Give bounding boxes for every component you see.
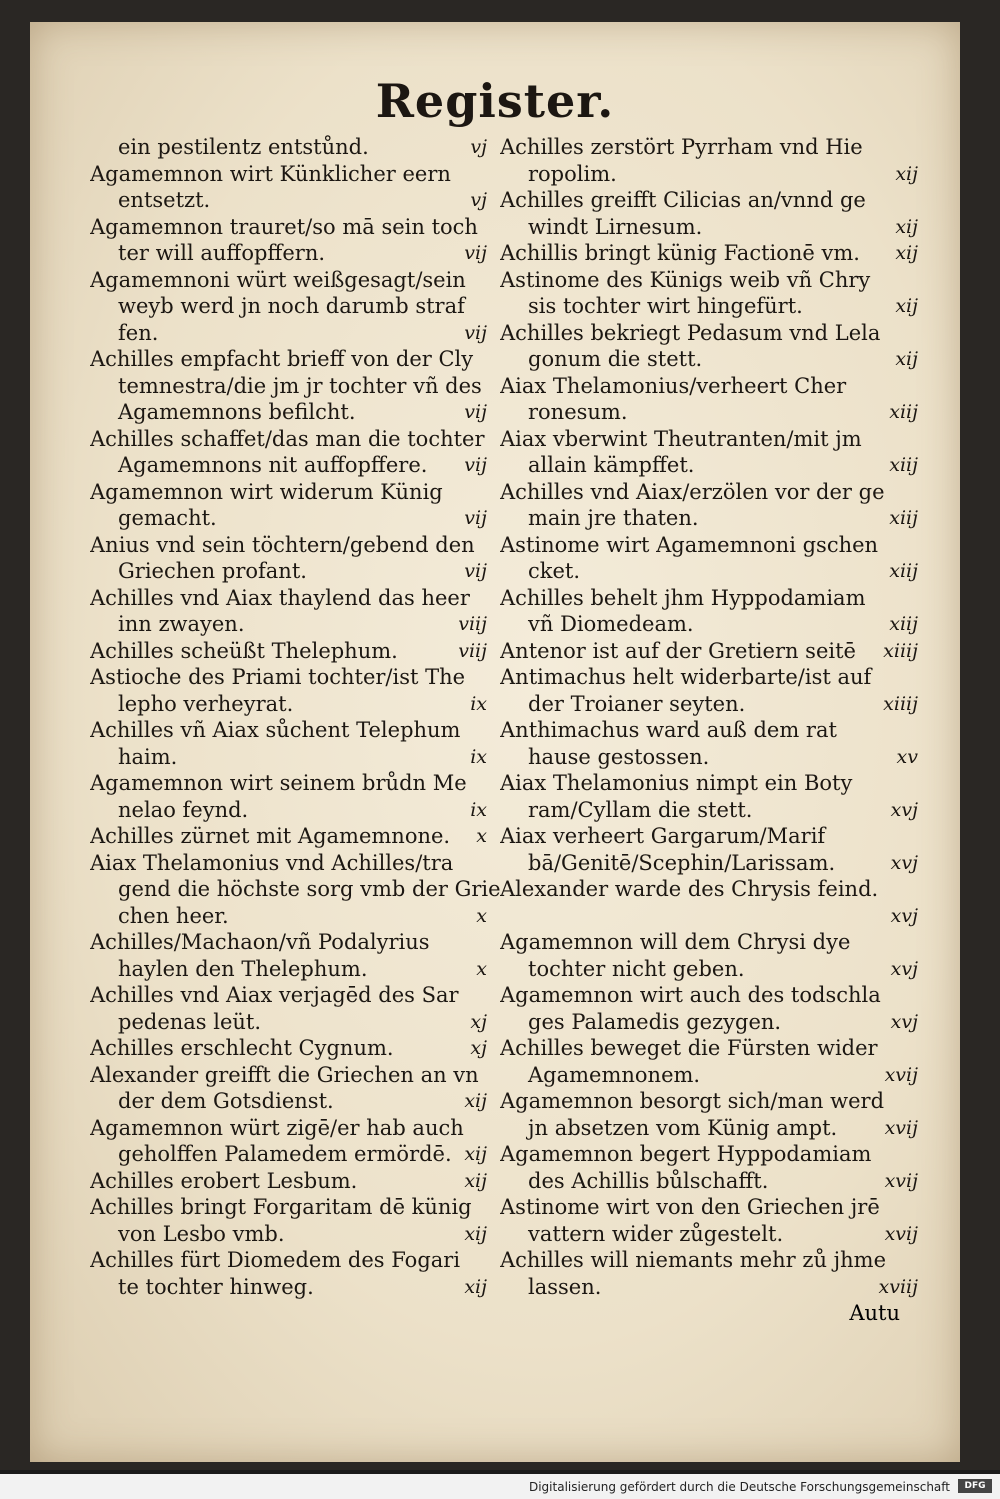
entry-line: Achilles bringt Forgaritam dē künig [90, 1195, 472, 1219]
register-entry [90, 638, 505, 665]
folio-number: xvij [884, 1222, 918, 1245]
folio-number: xvij [884, 1063, 918, 1086]
entry-line: Achilles will niemants mehr zů jhme [500, 1248, 887, 1272]
folio-number: vij [464, 454, 487, 476]
folio-number: vij [464, 507, 487, 529]
folio-number: xiij [889, 560, 918, 582]
entry-line: Achilles scheüßt Thelephum. [90, 638, 398, 663]
entry-line: Agamemnon will dem Chrysi dye [500, 930, 851, 954]
register-entry [90, 134, 505, 161]
entry-line: Agamemnon wirt seinem brůdn Me [90, 771, 467, 795]
entry-line: Achilles fürt Diomedem des Fogari [90, 1248, 461, 1272]
folio-number: vij [464, 560, 487, 582]
entry-line: Agamemnon wirt Künklicher eern [90, 161, 451, 186]
dfg-logo-icon: DFG [958, 1479, 992, 1493]
register-entry [90, 1194, 505, 1247]
register-entry [500, 373, 920, 426]
register-entry [500, 876, 920, 929]
register-entry [500, 1035, 920, 1088]
folio-number: xiij [889, 613, 918, 635]
entry-line: Antimachus helt widerbarte/ist auf [500, 665, 872, 689]
entry-line: sis tochter wirt hingefürt. [528, 294, 803, 318]
entry-line: tochter nicht geben. [528, 956, 745, 981]
register-entry [500, 320, 920, 373]
entry-line: bā/Genitē/Scephin/Larissam. [528, 850, 836, 875]
register-entry [90, 585, 505, 638]
entry-line: Aiax Thelamonius vnd Achilles/tra [90, 850, 454, 875]
register-entry [90, 532, 505, 585]
register-entry [500, 717, 920, 770]
entry-line: pedenas leüt. [118, 1009, 262, 1034]
entry-line: Achilles schaffet/das man die tochter [90, 426, 485, 451]
entry-line: lassen. [528, 1274, 602, 1299]
folio-number: x [476, 825, 487, 847]
register-entry [90, 1062, 505, 1115]
entry-line: vñ Diomedeam. [528, 612, 694, 636]
entry-line: Astinome wirt Agamemnoni gschen [500, 532, 879, 557]
entry-line: weyb werd jn noch darumb straf [118, 294, 465, 318]
register-entry [90, 1247, 505, 1300]
entry-line: Agamemnon wirt auch des todschla [500, 983, 881, 1007]
folio-number: xvij [884, 1116, 918, 1139]
folio-number: xvj [890, 798, 918, 821]
folio-number: xij [464, 1169, 487, 1192]
entry-line: ronesum. [528, 400, 628, 424]
register-entry [90, 346, 505, 426]
folio-number: xv [896, 745, 918, 768]
entry-line: der Troianer seyten. [528, 691, 746, 716]
register-entry [90, 426, 505, 479]
register-entry [90, 1115, 505, 1168]
register-entry [90, 267, 505, 347]
entry-line: Achilles beweget die Fürsten wider [500, 1036, 878, 1060]
folio-number: vij [464, 242, 487, 264]
entry-line: Agamemnons nit auffopffere. [118, 453, 428, 477]
entry-line: jn absetzen vom Künig ampt. [528, 1115, 838, 1140]
register-entry [90, 664, 505, 717]
register-entry [90, 479, 505, 532]
register-entry [500, 479, 920, 532]
folio-number: ix [470, 798, 487, 821]
folio-number: vij [464, 321, 487, 344]
register-entry [500, 1247, 920, 1300]
entry-line: Agamemnon begert Hyppodamiam [500, 1142, 872, 1166]
entry-line: ein pestilentz entstůnd. [118, 135, 369, 159]
entry-line: haim. [118, 744, 178, 769]
entry-line: Aiax verheert Gargarum/Marif [500, 824, 826, 848]
folio-number: xij [895, 215, 918, 238]
entry-line: Anthimachus ward auß dem rat [500, 718, 837, 742]
folio-number: xvj [890, 1010, 918, 1033]
entry-line: gemacht. [118, 506, 217, 530]
entry-line: gonum die stett. [528, 347, 703, 371]
register-entry [500, 267, 920, 320]
entry-line: Achilles empfacht brieff von der Cly [90, 347, 474, 371]
register-entry [500, 1141, 920, 1194]
folio-number: viij [458, 613, 487, 635]
page-title: Register. [375, 74, 615, 128]
entry-line: vattern wider zůgestelt. [528, 1221, 784, 1246]
register-entry [90, 214, 505, 267]
folio-number: xviij [878, 1275, 918, 1298]
folio-number: xij [895, 242, 918, 264]
entry-line: Agamemnonem. [528, 1062, 701, 1087]
entry-line: Agamemnoni würt weißgesagt/sein [90, 267, 466, 292]
folio-number: x [476, 957, 487, 980]
book-page [30, 22, 960, 1462]
entry-line: Achilles greifft Cilicias an/vnnd ge [500, 188, 866, 212]
register-entry [500, 532, 920, 585]
folio-number: xij [895, 295, 918, 317]
entry-line: Achilles vnd Aiax thaylend das heer [90, 585, 470, 610]
folio-number: xij [464, 1222, 487, 1245]
folio-number: xij [895, 348, 918, 370]
entry-line: gend die höchste sorg vmb der Grie [118, 877, 501, 901]
entry-line: hause gestossen. [528, 744, 710, 769]
folio-number: ix [470, 692, 487, 715]
register-entry [500, 134, 920, 187]
entry-line: Achilles vñ Aiax sůchent Telephum [90, 718, 461, 742]
entry-line: Anius vnd sein töchtern/gebend den [90, 532, 475, 557]
folio-number: xvj [890, 957, 918, 980]
entry-line: Aiax Thelamonius/verheert Cher [500, 373, 847, 398]
entry-line: Achilles erobert Lesbum. [90, 1168, 358, 1193]
entry-line: Achillis bringt künig Factionē vm. [500, 241, 860, 265]
register-entry [90, 770, 505, 823]
register-entry [500, 638, 920, 665]
folio-number: xiij [889, 507, 918, 529]
folio-number: xij [464, 1090, 487, 1112]
folio-number: x [476, 904, 487, 927]
entry-line: windt Lirnesum. [528, 214, 703, 239]
entry-line: Antenor ist auf der Gretiern seitē [500, 638, 856, 663]
register-entry [90, 1168, 505, 1195]
entry-line: Astinome des Künigs weib vñ Chry [500, 267, 871, 292]
register-column-right [500, 134, 920, 1327]
entry-line: des Achillis bůlschafft. [528, 1168, 769, 1193]
entry-line: nelao feynd. [118, 797, 249, 822]
entry-line: Agamemnon trauret/so mā sein toch [90, 214, 478, 239]
entry-line: Astinome wirt von den Griechen jrē [500, 1195, 880, 1219]
entry-line: Achilles vnd Aiax/erzölen vor der ge [500, 479, 885, 504]
folio-number: xij [464, 1275, 487, 1298]
register-entry [90, 929, 505, 982]
folio-number: xiiij [883, 692, 918, 715]
register-entry [500, 1088, 920, 1141]
entry-line: temnestra/die jm jr tochter vñ des [118, 373, 482, 398]
entry-line: Griechen profant. [118, 559, 307, 583]
entry-line: chen heer. [118, 903, 229, 928]
folio-number: xvij [884, 1169, 918, 1192]
entry-line: ropolim. [528, 161, 617, 186]
entry-line: inn zwayen. [118, 612, 245, 636]
entry-line: main jre thaten. [528, 506, 699, 530]
register-entry [500, 187, 920, 240]
folio-number: xij [464, 1143, 487, 1165]
entry-line: Agamemnon wirt widerum Künig [90, 479, 443, 504]
entry-line: Achilles erschlecht Cygnum. [90, 1036, 394, 1060]
entry-line: Achilles zerstört Pyrrham vnd Hie [500, 135, 863, 159]
folio-number: vij [464, 401, 487, 423]
folio-number: vj [470, 136, 487, 158]
entry-line [500, 903, 920, 930]
register-column-left [90, 134, 505, 1300]
entry-line: von Lesbo vmb. [118, 1221, 285, 1246]
folio-number: xvj [890, 851, 918, 874]
entry-line: Achilles/Machaon/vñ Podalyrius [90, 930, 430, 954]
register-entry [500, 929, 920, 982]
entry-line: haylen den Thelephum. [118, 956, 368, 981]
entry-line: Achilles bekriegt Pedasum vnd Lela [500, 320, 881, 345]
register-entry [500, 585, 920, 638]
entry-line: geholffen Palamedem ermördē. [118, 1142, 452, 1166]
funding-notice: Digitalisierung gefördert durch die Deutsche Forschungsgemeinschaft [528, 1480, 950, 1494]
register-entry [500, 823, 920, 876]
register-entry [90, 717, 505, 770]
folio-number: xij [895, 162, 918, 185]
entry-line: Alexander greifft die Griechen an vn [90, 1062, 479, 1087]
register-entry [500, 664, 920, 717]
folio-number: ix [470, 745, 487, 768]
entry-line: Alexander warde des Chrysis feind. [500, 877, 879, 901]
folio-number: xiij [889, 454, 918, 476]
register-entry [90, 982, 505, 1035]
register-entry [500, 770, 920, 823]
entry-line: entsetzt. [118, 188, 211, 212]
entry-line: fen. [118, 320, 159, 345]
entry-line: Aiax vberwint Theutranten/mit jm [500, 426, 862, 451]
entry-line: der dem Gotsdienst. [118, 1089, 334, 1113]
digitization-footer [0, 1474, 1000, 1499]
register-entry [90, 823, 505, 850]
register-entry [90, 161, 505, 214]
folio-number: xvj [890, 904, 918, 927]
entry-line: allain kämpffet. [528, 453, 695, 477]
folio-number: xiiij [883, 639, 918, 662]
entry-line: Achilles behelt jhm Hyppodamiam [500, 585, 866, 610]
folio-number: xiij [889, 401, 918, 423]
entry-line: ges Palamedis gezygen. [528, 1009, 782, 1034]
entry-line: Agamemnon würt zigē/er hab auch [90, 1115, 464, 1140]
entry-line: Agamemnon besorgt sich/man werd [500, 1089, 885, 1113]
entry-line: Achilles vnd Aiax verjagēd des Sar [90, 983, 459, 1007]
folio-number: xj [470, 1037, 487, 1059]
folio-number: viij [458, 639, 487, 662]
folio-number: vj [470, 189, 487, 211]
entry-line: Achilles zürnet mit Agamemnone. [90, 824, 451, 848]
register-entry [90, 850, 505, 930]
catch-word: Autu [849, 1301, 900, 1325]
register-entry [500, 426, 920, 479]
register-entry [500, 240, 920, 267]
register-entry [500, 1194, 920, 1247]
entry-line: ram/Cyllam die stett. [528, 797, 753, 822]
entry-line: lepho verheyrat. [118, 691, 294, 716]
entry-line: te tochter hinweg. [118, 1274, 314, 1299]
entry-line: ter will auffopffern. [118, 241, 326, 265]
entry-line: Aiax Thelamonius nimpt ein Boty [500, 771, 853, 795]
entry-line: Agamemnons befilcht. [118, 400, 356, 424]
register-entry [90, 1035, 505, 1062]
folio-number: xj [470, 1010, 487, 1033]
register-entry [500, 982, 920, 1035]
entry-line: cket. [528, 559, 581, 583]
entry-line: Astioche des Priami tochter/ist The [90, 665, 466, 689]
